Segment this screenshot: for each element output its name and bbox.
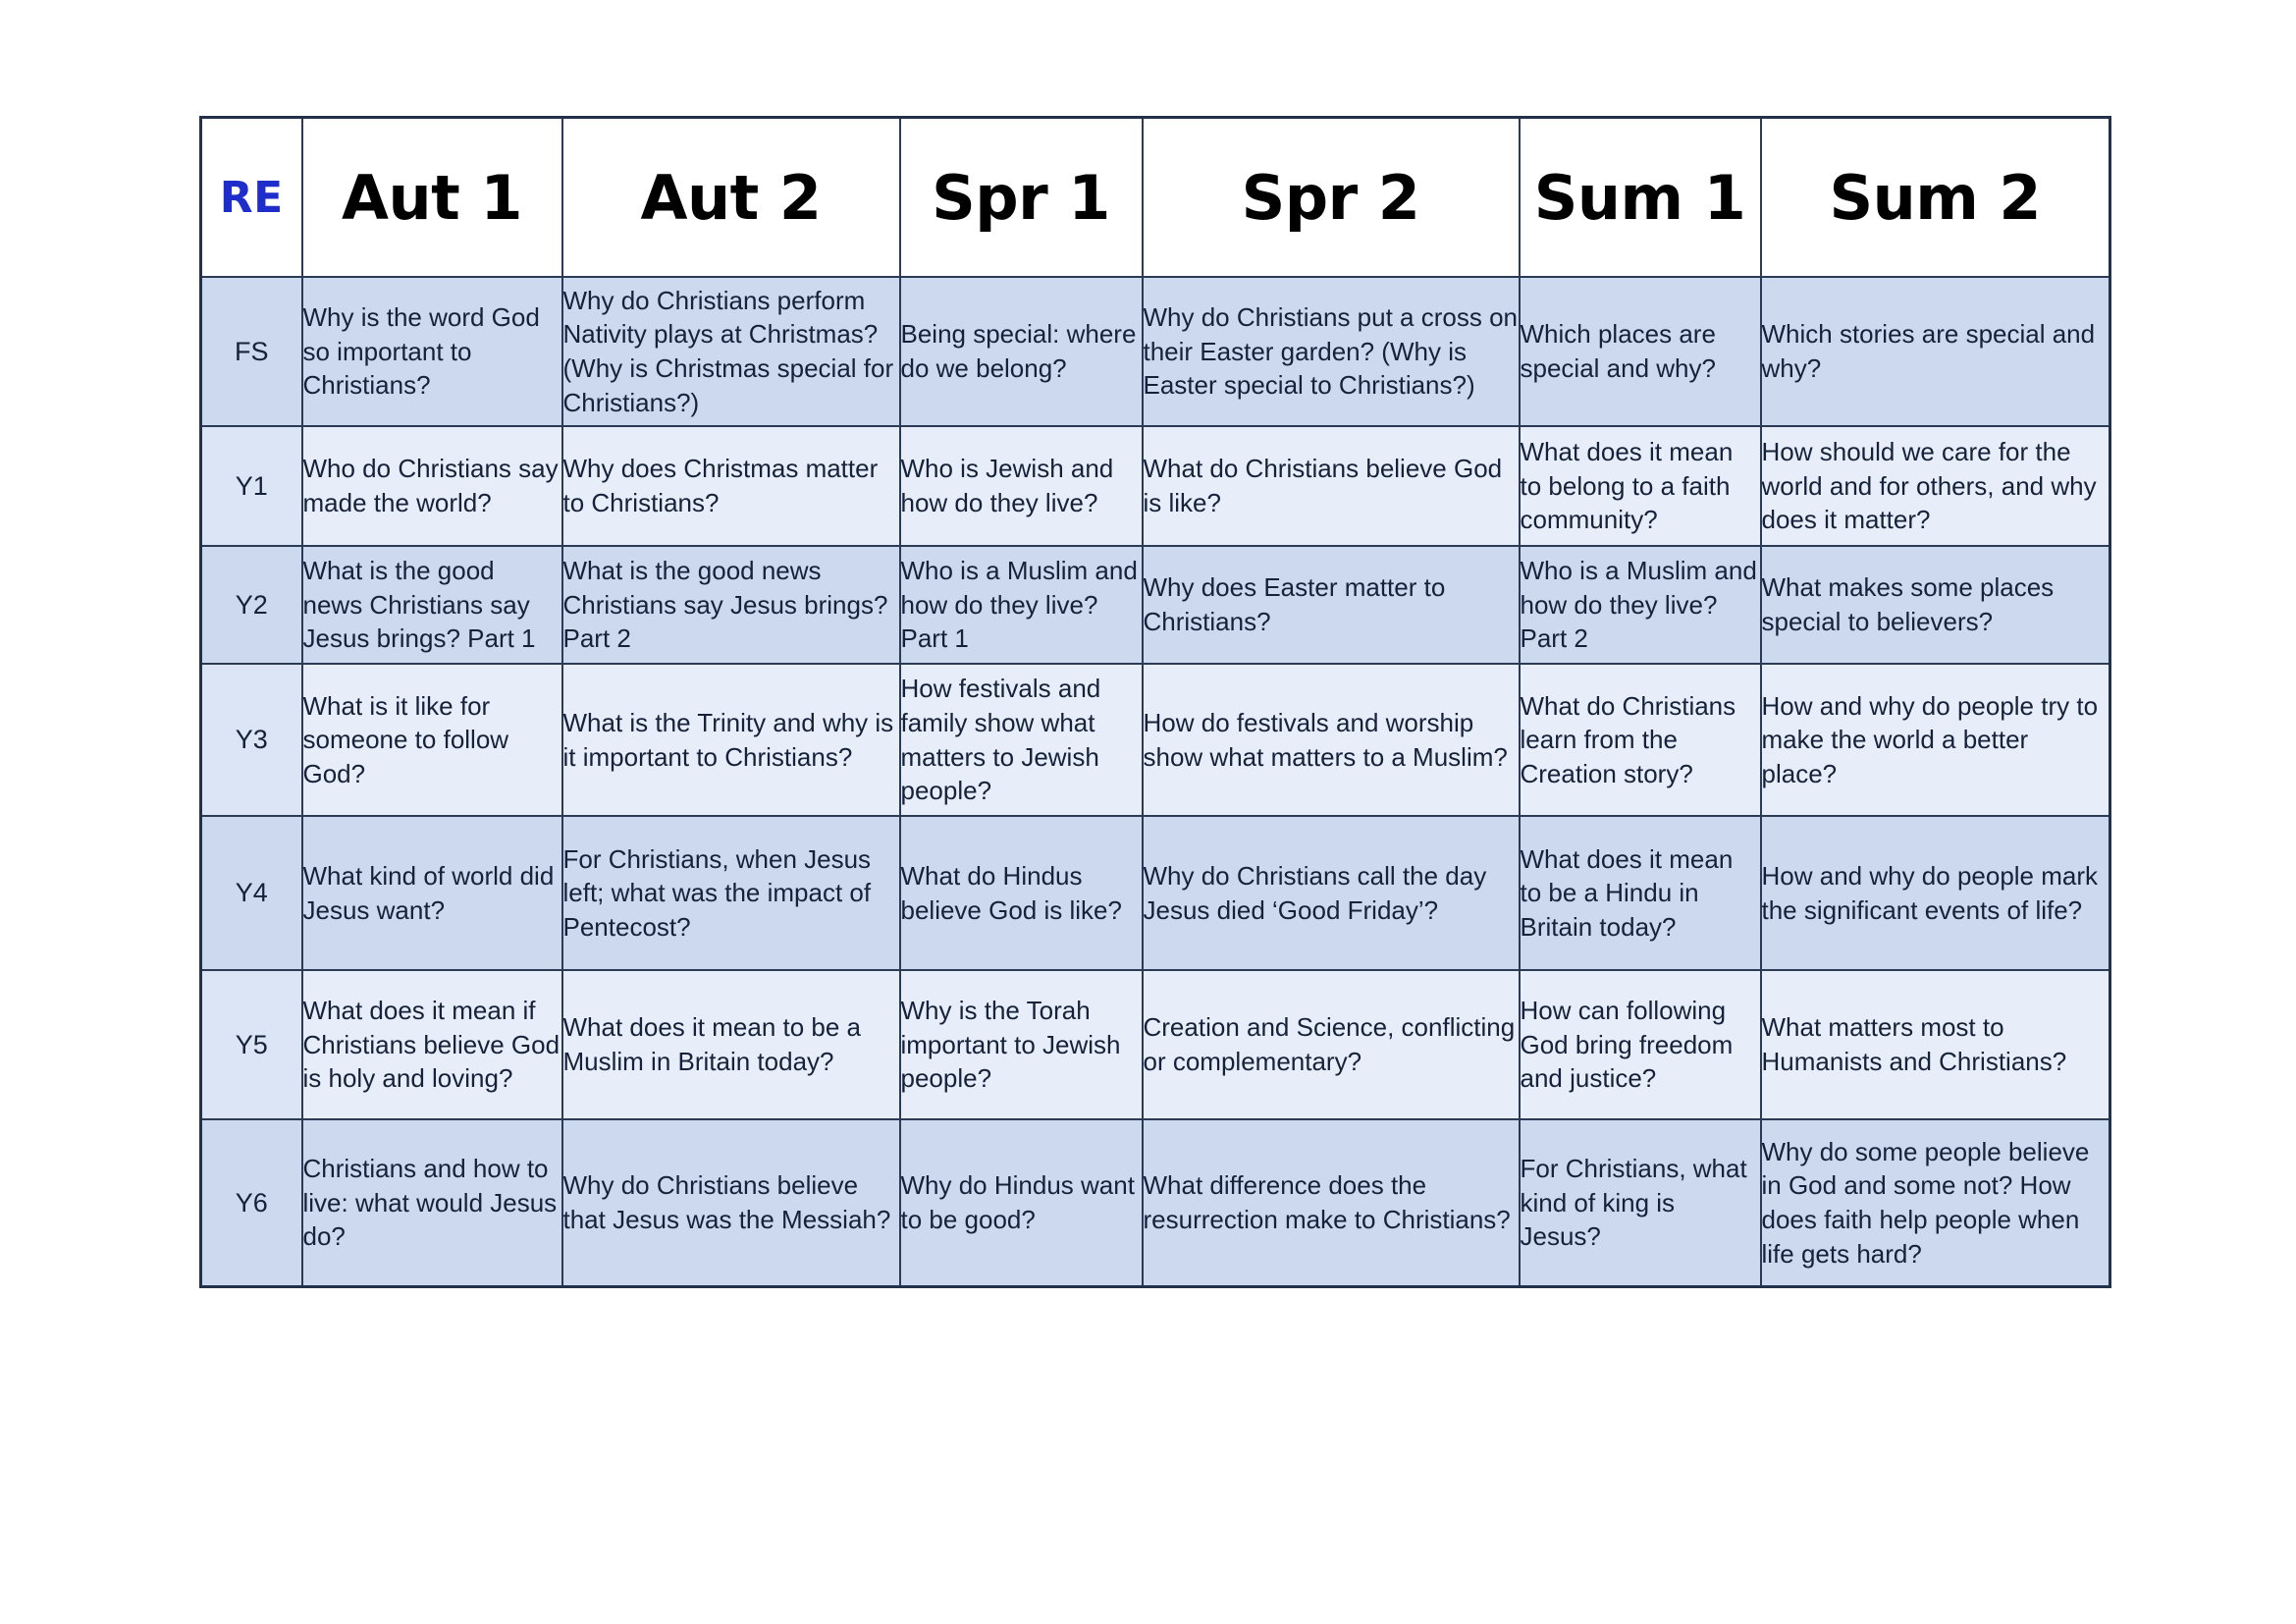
cell-y3-sum2: How and why do people try to make the world a better place?	[1761, 664, 2110, 816]
term-header-sum1: Sum 1	[1520, 118, 1761, 278]
year-label-y2: Y2	[201, 546, 302, 664]
cell-fs-sum2: Which stories are special and why?	[1761, 277, 2110, 426]
year-label-fs: FS	[201, 277, 302, 426]
cell-y2-sum1: Who is a Muslim and how do they live? Part 2	[1520, 546, 1761, 664]
subject-label: RE	[201, 118, 302, 278]
term-header-aut2: Aut 2	[562, 118, 900, 278]
cell-y5-spr2: Creation and Science, conflicting or complementary?	[1143, 970, 1520, 1119]
cell-y4-aut2: For Christians, when Jesus left; what was the impact of Pentecost?	[562, 816, 900, 970]
cell-y6-spr2: What difference does the resurrection make to Christians?	[1143, 1119, 1520, 1287]
cell-y4-spr2: Why do Christians call the day Jesus died ‘Good Friday’?	[1143, 816, 1520, 970]
term-header-spr1: Spr 1	[900, 118, 1143, 278]
cell-y1-aut2: Why does Christmas matter to Christians?	[562, 426, 900, 546]
table-row	[201, 1119, 2110, 1287]
table-row	[201, 546, 2110, 664]
table-row	[201, 426, 2110, 546]
table-header-row	[201, 118, 2110, 278]
cell-y2-spr1: Who is a Muslim and how do they live? Part 1	[900, 546, 1143, 664]
cell-y4-sum1: What does it mean to be a Hindu in Britain today?	[1520, 816, 1761, 970]
cell-y5-aut1: What does it mean if Christians believe God is holy and loving?	[302, 970, 562, 1119]
table-row	[201, 970, 2110, 1119]
cell-fs-aut1: Why is the word God so important to Christians?	[302, 277, 562, 426]
cell-y4-spr1: What do Hindus believe God is like?	[900, 816, 1143, 970]
year-label-y3: Y3	[201, 664, 302, 816]
cell-y6-sum2: Why do some people believe in God and some not? How does faith help people when life gets hard?	[1761, 1119, 2110, 1287]
cell-y2-sum2: What makes some places special to believers?	[1761, 546, 2110, 664]
cell-fs-spr2: Why do Christians put a cross on their Easter garden? (Why is Easter special to Christians?)	[1143, 277, 1520, 426]
cell-y5-spr1: Why is the Torah important to Jewish people?	[900, 970, 1143, 1119]
cell-fs-spr1: Being special: where do we belong?	[900, 277, 1143, 426]
term-header-aut1: Aut 1	[302, 118, 562, 278]
term-header-spr2: Spr 2	[1143, 118, 1520, 278]
cell-y6-aut2: Why do Christians believe that Jesus was the Messiah?	[562, 1119, 900, 1287]
cell-y1-sum1: What does it mean to belong to a faith community?	[1520, 426, 1761, 546]
cell-y5-aut2: What does it mean to be a Muslim in Britain today?	[562, 970, 900, 1119]
curriculum-table	[199, 116, 2111, 1288]
year-label-y5: Y5	[201, 970, 302, 1119]
table-row	[201, 664, 2110, 816]
year-label-y1: Y1	[201, 426, 302, 546]
cell-y1-spr2: What do Christians believe God is like?	[1143, 426, 1520, 546]
cell-y3-aut2: What is the Trinity and why is it important to Christians?	[562, 664, 900, 816]
curriculum-map	[199, 116, 2109, 1288]
cell-y3-aut1: What is it like for someone to follow God?	[302, 664, 562, 816]
cell-y3-sum1: What do Christians learn from the Creation story?	[1520, 664, 1761, 816]
cell-y2-aut1: What is the good news Christians say Jesus brings? Part 1	[302, 546, 562, 664]
year-label-y4: Y4	[201, 816, 302, 970]
cell-y6-aut1: Christians and how to live: what would Jesus do?	[302, 1119, 562, 1287]
cell-y6-sum1: For Christians, what kind of king is Jesus?	[1520, 1119, 1761, 1287]
cell-y3-spr2: How do festivals and worship show what matters to a Muslim?	[1143, 664, 1520, 816]
cell-fs-sum1: Which places are special and why?	[1520, 277, 1761, 426]
cell-y6-spr1: Why do Hindus want to be good?	[900, 1119, 1143, 1287]
cell-y4-sum2: How and why do people mark the significant events of life?	[1761, 816, 2110, 970]
year-label-y6: Y6	[201, 1119, 302, 1287]
cell-y3-spr1: How festivals and family show what matters to Jewish people?	[900, 664, 1143, 816]
table-row	[201, 277, 2110, 426]
cell-y2-aut2: What is the good news Christians say Jesus brings? Part 2	[562, 546, 900, 664]
table-row	[201, 816, 2110, 970]
term-header-sum2: Sum 2	[1761, 118, 2110, 278]
cell-y5-sum1: How can following God bring freedom and justice?	[1520, 970, 1761, 1119]
cell-y5-sum2: What matters most to Humanists and Christians?	[1761, 970, 2110, 1119]
cell-y1-sum2: How should we care for the world and for others, and why does it matter?	[1761, 426, 2110, 546]
cell-fs-aut2: Why do Christians perform Nativity plays at Christmas? (Why is Christmas special for Christians?)	[562, 277, 900, 426]
cell-y2-spr2: Why does Easter matter to Christians?	[1143, 546, 1520, 664]
cell-y1-aut1: Who do Christians say made the world?	[302, 426, 562, 546]
cell-y4-aut1: What kind of world did Jesus want?	[302, 816, 562, 970]
cell-y1-spr1: Who is Jewish and how do they live?	[900, 426, 1143, 546]
